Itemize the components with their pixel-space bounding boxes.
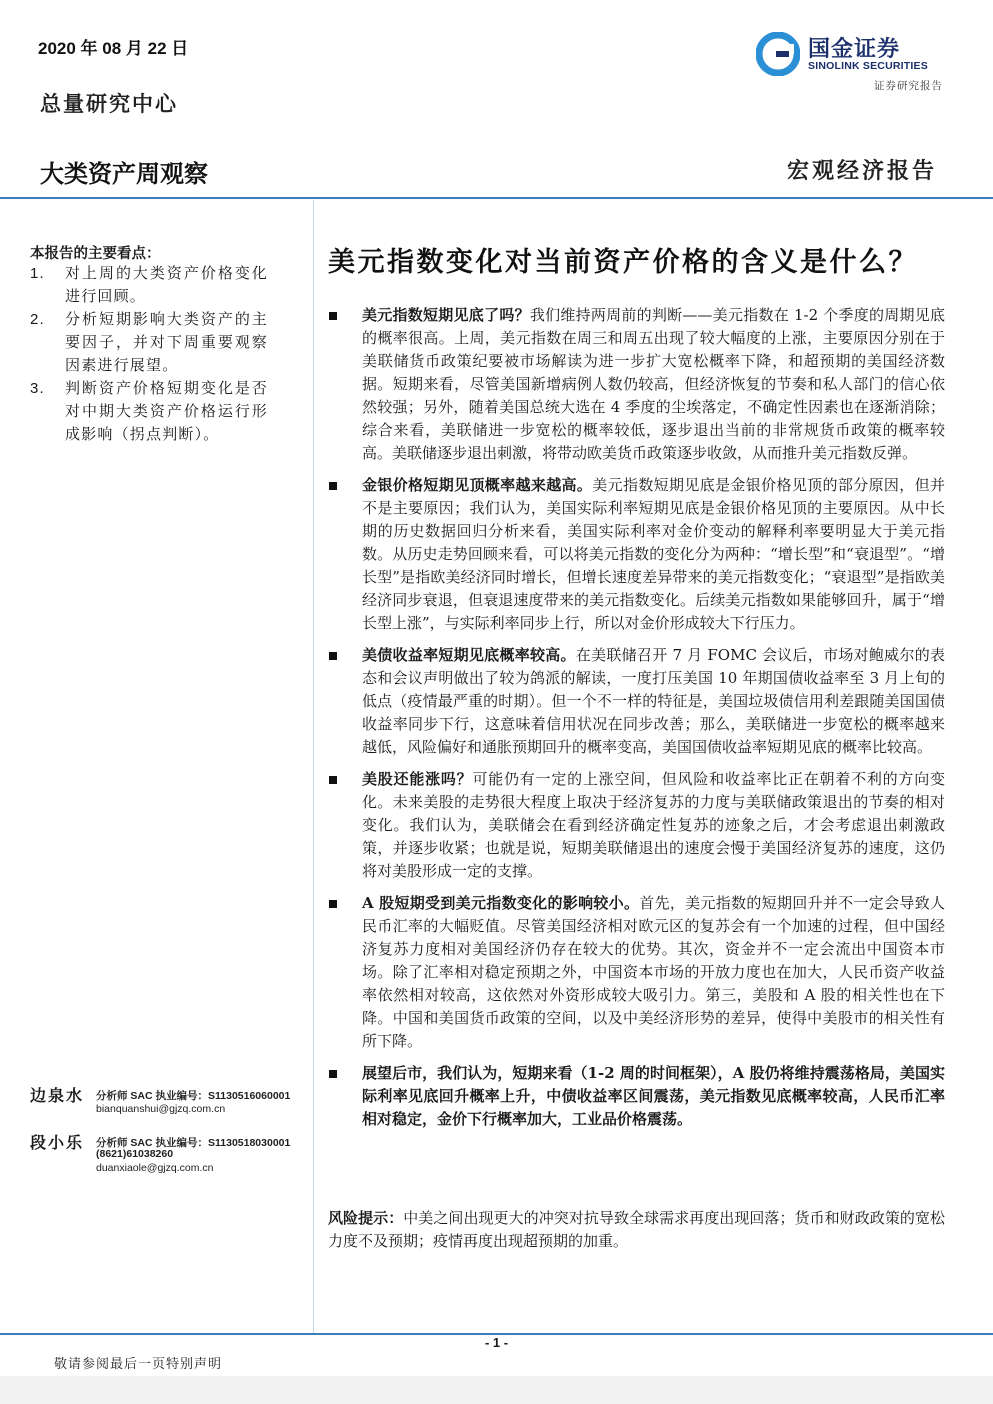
bullet-text: 在美联储召开 7 月 FOMC 会议后，市场对鲍威尔的表态和会议声明做出了较为鸽派的解读，一度打压美国 10 年期国债收益率至 3 月上旬的低点（疫情最严重的时期）。但一个不一样的特征是，美国垃圾债信用利差跟随美国国债收益率同步下行，这意味着信用状况在同步改善；那么，美联储进一步宽松的概率越来越低，风险偏好和通胀预期回升的概率变高，美国国债收益率短期见底的概率比较高。 xyxy=(362,646,945,756)
key-point: 1. 对上周的大类资产价格变化进行回顾。 xyxy=(30,264,268,305)
analyst-cert: 分析师 SAC 执业编号：S1130518030001 xyxy=(96,1137,291,1149)
research-center-name: 总量研究中心 xyxy=(40,91,178,116)
bullet-text: 美元指数短期见底是金银价格见顶的部分原因，但并不是主要原因；我们认为，美国实际利率短期见底是金银价格见顶的主要原因。从中长期的历史数据回归分析来看，美国实际利率对金价变动的解释利率要明显大于美元指数。从历史走势回顾来看，可以将美元指数的变化分为两种：“增长型”和“衰退型”。“增长型”是指欧美经济同时增长，但增长速度差异带来的美元指数变化；“衰退型”是指欧美经济同步衰退，但衰退速度带来的美元指数变化。后续美元指数如果能够回升，属于“增长型上涨”，与实际利率同步上行，所以对金价形成较大下行压力。 xyxy=(362,476,945,632)
key-points-list xyxy=(30,262,268,446)
bullet-text: 首先，美元指数的短期回升并不一定会导致人民币汇率的大幅贬值。尽管美国经济相对欧元区的复苏会有一个加速的过程，但中国经济复苏力度相对美国经济仍存在较大的优势。其次，资金并不一定会流出中国资本市场。除了汇率相对稳定预期之外，中国资本市场的开放力度也在加大，人民币资产收益率依然相对较高，这依然对外资形成较大吸引力。第三，美股和 A 股的相关性也在下降。中国和美国货币政策的空间，以及中美经济形势的差异，使得中美股市的相关性有所下降。 xyxy=(362,894,945,1050)
column-divider xyxy=(313,200,314,1334)
key-points-title: 本报告的主要看点： xyxy=(30,245,161,262)
bullet-lead: 美元指数短期见底了吗？ xyxy=(362,306,530,324)
analyst-email[interactable]: duanxiaole@gjzq.com.cn xyxy=(96,1162,214,1174)
analyst-name: 段小乐 xyxy=(30,1133,85,1152)
bullet-text: 我们维持两周前的判断——美元指数在 1-2 个季度的周期见底的概率很高。上周，美元指数在周三和周五出现了较大幅度的上涨，主要原因分别在于美联储货币政策纪要被市场解读为进一步扩大宽松概率下降，和超预期的美国经济数据。短期来看，尽管美国新增病例人数仍较高，但经济恢复的节奏和私人部门的信心依然较强；另外，随着美国总统大选在 4 季度的尘埃落定，不确定性因素也在逐渐消除；综合来看，美联储进一步宽松的概率较低，逐步退出当前的非常规货币政策的概率较高。美联储逐步退出刺激，将带动欧美货币政策逐步收敛，从而推升美元指数反弹。 xyxy=(362,306,945,462)
analyst-phone: (8621)61038260 xyxy=(96,1148,174,1160)
footer-band xyxy=(0,1376,993,1404)
sinolink-logo-icon xyxy=(756,32,800,76)
bullet-lead: 金银价格短期见顶概率越来越高。 xyxy=(362,476,593,494)
disclaimer-note: 敬请参阅最后一页特别声明 xyxy=(54,1357,223,1372)
analyst-card xyxy=(30,1130,305,1180)
bullet-lead: 美股还能涨吗？ xyxy=(362,770,473,788)
report-series-title: 大类资产周观察 xyxy=(40,161,208,188)
report-type: 宏观经济报告 xyxy=(786,158,937,184)
bullet-text: 可能仍有一定的上涨空间，但风险和收益率比正在朝着不利的方向变化。未来美股的走势很大程度上取决于经济复苏的力度与美联储政策退出的节奏的相对变化。我们认为，美联储会在看到经济确定性复苏的迹象之后，才会考虑退出刺激政策，并逐步收紧；也就是说，短期美联储退出的速度会慢于美国经济复苏的速度，这仍将对美股形成一定的支撑。 xyxy=(362,770,945,880)
analyst-cert: 分析师 SAC 执业编号：S1130516060001 xyxy=(96,1090,291,1102)
bullet-paragraph xyxy=(328,474,945,635)
bullet-paragraph xyxy=(328,644,945,759)
analyst-card xyxy=(30,1083,305,1123)
bullet-lead: 美债收益率短期见底概率较高。 xyxy=(362,646,576,664)
company-logo xyxy=(756,30,946,80)
logo-english-name: SINOLINK SECURITIES xyxy=(808,60,928,72)
analyst-name: 边泉水 xyxy=(30,1086,85,1105)
key-point: 2. 分析短期影响大类资产的主要因子，并对下周重要观察因素进行展望。 xyxy=(30,310,268,374)
risk-warning xyxy=(328,1207,945,1253)
report-date: 2020 年 08 月 22 日 xyxy=(38,39,189,58)
key-point: 3. 判断资产价格短期变化是否对中期大类资产价格运行形成影响（拐点判断）。 xyxy=(30,379,268,443)
logo-chinese-name: 国金证券 xyxy=(808,37,901,62)
bullet-text: 展望后市，我们认为，短期来看（1-2 周的时间框架），A 股仍将维持震荡格局，美国实际利率见底回升概率上升，中债收益率区间震荡，美元指数见底概率较高，人民币汇率相对稳定，金价下行概率加大，工业品价格震荡。 xyxy=(362,1064,945,1128)
risk-text: 中美之间出现更大的冲突对抗导致全球需求再度出现回落；货币和财政政策的宽松力度不及预期；疫情再度出现超预期的加重。 xyxy=(328,1209,945,1250)
bullet-paragraph xyxy=(328,892,945,1053)
report-headline: 美元指数变化对当前资产价格的含义是什么？ xyxy=(328,247,918,278)
page-number: - 1 - xyxy=(484,1335,509,1350)
main-bullets xyxy=(328,304,945,1140)
bullet-paragraph xyxy=(328,304,945,465)
logo-subtitle: 证券研究报告 xyxy=(874,80,943,92)
bullet-paragraph xyxy=(328,768,945,883)
analyst-email[interactable]: bianquanshui@gjzq.com.cn xyxy=(96,1103,226,1115)
header-divider xyxy=(0,197,993,199)
bullet-lead: A 股短期受到美元指数变化的影响较小。 xyxy=(362,894,640,912)
outlook-paragraph xyxy=(328,1062,945,1131)
risk-label: 风险提示： xyxy=(328,1209,404,1227)
